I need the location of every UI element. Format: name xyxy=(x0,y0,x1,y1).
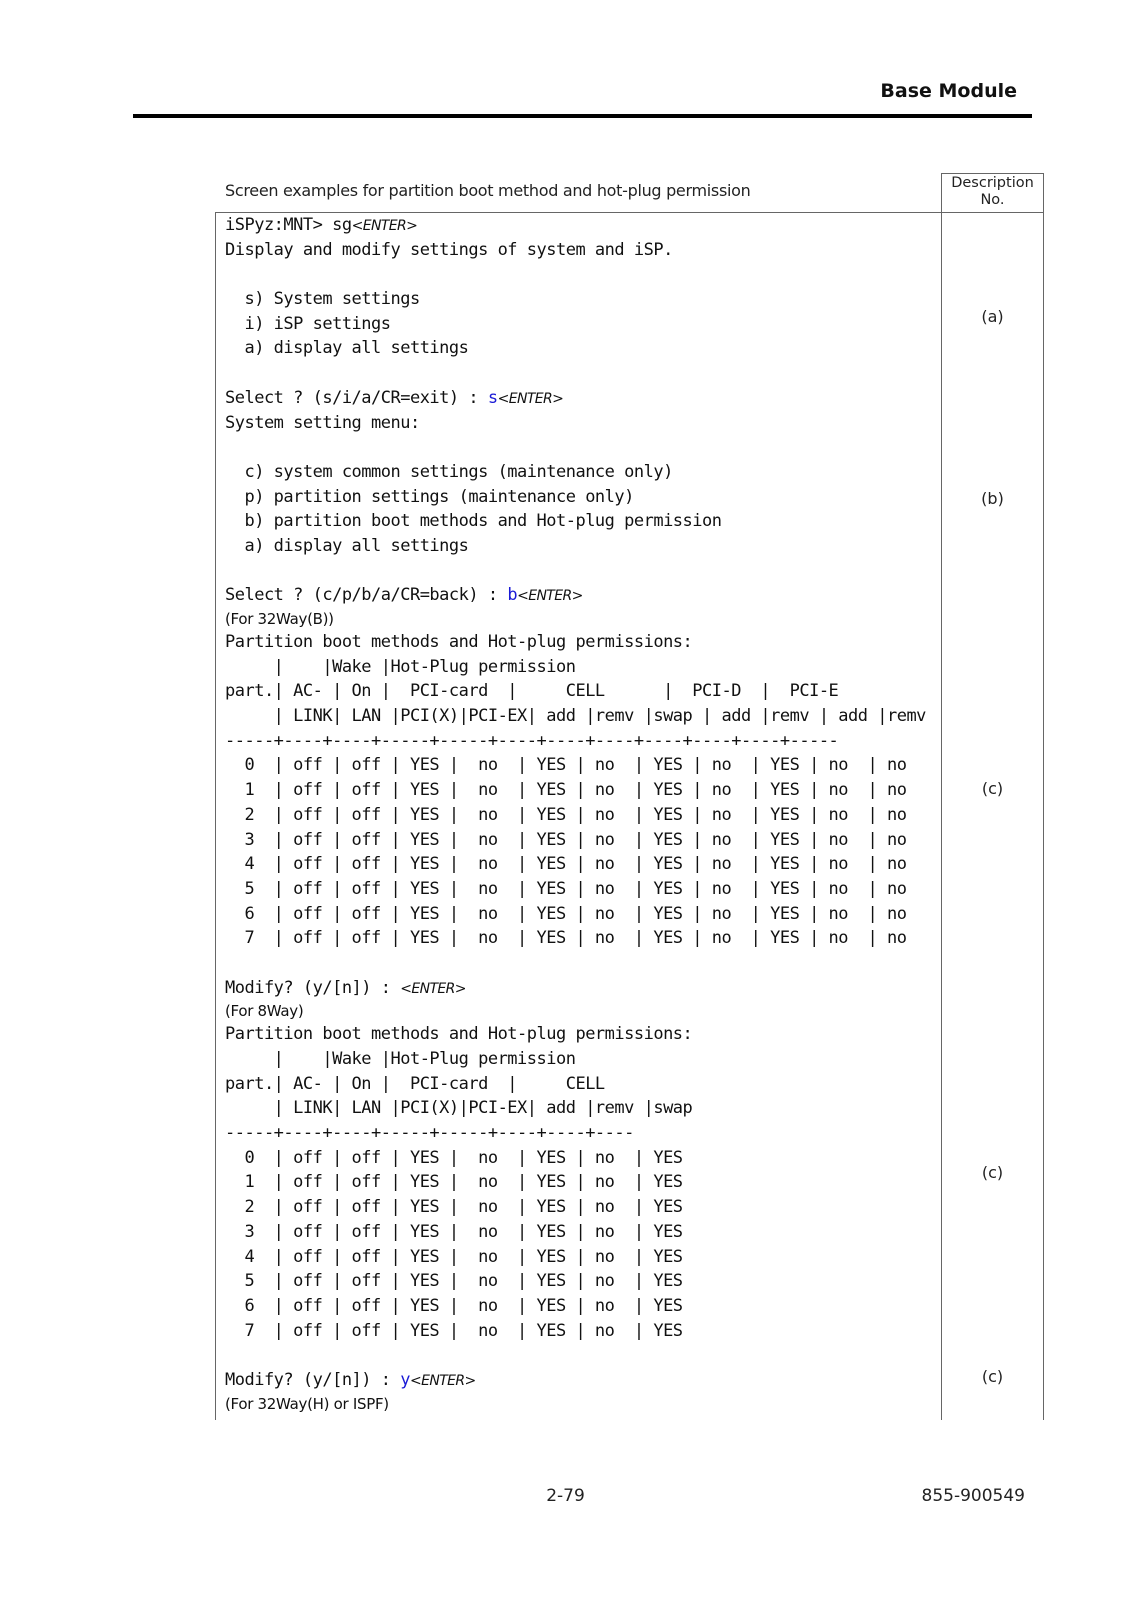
console-line xyxy=(225,877,937,902)
console-line-text: (For 32Way(B)) xyxy=(225,610,334,628)
console-line xyxy=(225,1121,937,1146)
console-line-text: 7 | off | off | YES | no | YES | no | YES | no | YES | no | no xyxy=(225,928,907,949)
console-line xyxy=(225,336,937,361)
console-line xyxy=(225,287,937,312)
console-line-text: | |Wake |Hot-Plug permission xyxy=(225,1049,576,1069)
console-line xyxy=(225,778,937,803)
console-line-text: a) display all settings xyxy=(225,535,469,556)
console-line xyxy=(225,655,937,680)
console-line xyxy=(225,1294,937,1319)
console-line xyxy=(225,1146,937,1171)
console-line xyxy=(225,559,937,584)
console-line-text: 2 | off | off | YES | no | YES | no | YES xyxy=(225,1197,683,1218)
console-line xyxy=(225,902,937,927)
console-line xyxy=(225,679,937,704)
console-line xyxy=(225,1096,937,1121)
console-line xyxy=(225,1245,937,1270)
console-prompt-line xyxy=(225,583,937,608)
console-line-text: 6 | off | off | YES | no | YES | no | YES xyxy=(225,1295,683,1316)
page-header-title: Base Module xyxy=(880,80,1017,102)
console-command-input: s xyxy=(487,387,498,408)
console-line-text: 1 | off | off | YES | no | YES | no | YES | no | YES | no | no xyxy=(225,780,907,801)
desc-label-c-1: (c) xyxy=(981,779,1004,798)
console-line-text: Select ? (c/p/b/a/CR=back) : xyxy=(225,585,508,606)
console-line-text: -----+----+----+-----+-----+----+----+----+----+----+----+----- xyxy=(225,730,839,751)
enter-key-marker: <ENTER> xyxy=(517,588,583,605)
console-line xyxy=(225,704,937,729)
console-line-text: 3 | off | off | YES | no | YES | no | YES | no | YES | no | no xyxy=(225,829,907,850)
table-border-right xyxy=(1043,173,1044,1420)
console-line-text: (For 32Way(H) or ISPF) xyxy=(225,1394,389,1413)
console-line-text: iSPyz:MNT> sg xyxy=(225,215,352,235)
footer-document-number: 855-900549 xyxy=(921,1486,1025,1506)
console-command-input: y xyxy=(400,1369,410,1390)
console-line xyxy=(225,312,937,337)
console-line-text: Partition boot methods and Hot-plug permissions: xyxy=(225,632,693,652)
footer-page-number: 2-79 xyxy=(546,1486,585,1506)
console-line xyxy=(225,460,937,485)
console-line-text: 2 | off | off | YES | no | YES | no | YES | no | YES | no | no xyxy=(225,804,907,825)
console-line xyxy=(225,1047,937,1072)
console-prompt-line xyxy=(225,1368,937,1393)
console-line xyxy=(225,485,937,510)
console-line xyxy=(225,361,937,386)
console-line xyxy=(225,262,937,287)
console-line-text: | LINK| LAN |PCI(X)|PCI-EX| add |remv |swap | add |remv | add |remv xyxy=(225,706,926,727)
console-line xyxy=(225,1319,937,1344)
number-heading-line: No. xyxy=(980,192,1005,208)
console-line xyxy=(225,435,937,460)
console-line-text: p) partition settings (maintenance only) xyxy=(225,486,634,507)
console-line-text: Modify? (y/[n]) : xyxy=(225,977,401,998)
console-line-text: 5 | off | off | YES | no | YES | no | YES xyxy=(225,1271,683,1292)
console-line-text: 5 | off | off | YES | no | YES | no | YES | no | YES | no | no xyxy=(225,878,907,899)
console-line-text: Display and modify settings of system and iSP. xyxy=(225,239,673,260)
console-line-text: 0 | off | off | YES | no | YES | no | YES xyxy=(225,1147,683,1168)
console-line xyxy=(225,1269,937,1294)
console-line xyxy=(225,509,937,534)
console-line xyxy=(225,803,937,828)
console-line xyxy=(225,828,937,853)
console-line xyxy=(225,1220,937,1245)
console-line-text: part.| AC- | On | PCI-card | CELL xyxy=(225,1073,605,1094)
console-line-text: 1 | off | off | YES | no | YES | no | YES xyxy=(225,1172,683,1193)
enter-key-marker: <ENTER> xyxy=(497,390,564,407)
console-line-text: 0 | off | off | YES | no | YES | no | YES | no | YES | no | no xyxy=(225,755,907,776)
console-line-text: b) partition boot methods and Hot-plug permission xyxy=(225,511,722,532)
console-command-input: b xyxy=(507,585,518,606)
desc-label-c-3: (c) xyxy=(981,1367,1004,1386)
console-note-line xyxy=(225,1393,937,1415)
console-line-text: i) iSP settings xyxy=(225,313,391,334)
console-line xyxy=(225,1195,937,1220)
enter-key-marker: <ENTER> xyxy=(351,218,418,234)
console-line-text: c) system common settings (maintenance only) xyxy=(225,461,673,482)
screen-example-table xyxy=(215,173,1044,1420)
console-line-text: part.| AC- | On | PCI-card | CELL | PCI-D | PCI-E xyxy=(225,681,839,702)
console-line xyxy=(225,951,937,976)
console-line-text: 4 | off | off | YES | no | YES | no | YES xyxy=(225,1246,683,1267)
console-line xyxy=(225,1343,937,1368)
console-line-text: 7 | off | off | YES | no | YES | no | YES xyxy=(225,1320,683,1341)
console-line-text: Select ? (s/i/a/CR=exit) : xyxy=(225,387,488,408)
console-line-text: a) display all settings xyxy=(225,338,469,359)
console-line-text: (For 8Way) xyxy=(225,1002,304,1021)
console-line-text: s) System settings xyxy=(225,289,420,310)
description-number-heading xyxy=(942,175,1043,209)
header-rule xyxy=(133,114,1032,118)
console-line-text: Modify? (y/[n]) : xyxy=(225,1369,401,1390)
console-line xyxy=(225,729,937,754)
console-line-text: | |Wake |Hot-Plug permission xyxy=(225,656,576,677)
console-line xyxy=(225,926,937,951)
console-line xyxy=(225,852,937,877)
console-line xyxy=(225,1022,937,1047)
description-heading-line: Description xyxy=(951,175,1034,191)
console-output xyxy=(225,213,937,1418)
console-line-text: System setting menu: xyxy=(225,412,420,433)
console-line-text: | LINK| LAN |PCI(X)|PCI-EX| add |remv |swap xyxy=(225,1098,693,1119)
desc-label-a: (a) xyxy=(981,307,1004,326)
console-line xyxy=(225,630,937,655)
console-line-text: 6 | off | off | YES | no | YES | no | YES | no | YES | no | no xyxy=(225,903,907,924)
desc-label-b: (b) xyxy=(981,489,1004,508)
console-line xyxy=(225,238,937,263)
console-line-text: Partition boot methods and Hot-plug permissions: xyxy=(225,1024,693,1045)
desc-label-c-2: (c) xyxy=(981,1163,1004,1182)
table-border-top xyxy=(941,173,1044,174)
console-line xyxy=(225,411,937,436)
console-prompt-line xyxy=(225,976,937,1001)
console-line-text: -----+----+----+-----+-----+----+----+---- xyxy=(225,1123,634,1144)
console-line xyxy=(225,1170,937,1195)
console-note-line xyxy=(225,1000,937,1022)
enter-key-marker: <ENTER> xyxy=(409,1372,476,1389)
enter-key-marker: <ENTER> xyxy=(400,980,466,997)
console-line xyxy=(225,534,937,559)
console-note-line xyxy=(225,608,937,630)
console-line-text: 3 | off | off | YES | no | YES | no | YES xyxy=(225,1221,683,1242)
console-line xyxy=(225,753,937,778)
console-prompt-line xyxy=(225,386,937,411)
table-border-left xyxy=(215,212,216,1420)
console-line xyxy=(225,1072,937,1097)
screen-examples-heading: Screen examples for partition boot method and hot-plug permission xyxy=(225,181,751,200)
console-prompt-line xyxy=(225,213,937,238)
console-line-text: 4 | off | off | YES | no | YES | no | YES | no | YES | no | no xyxy=(225,854,907,875)
